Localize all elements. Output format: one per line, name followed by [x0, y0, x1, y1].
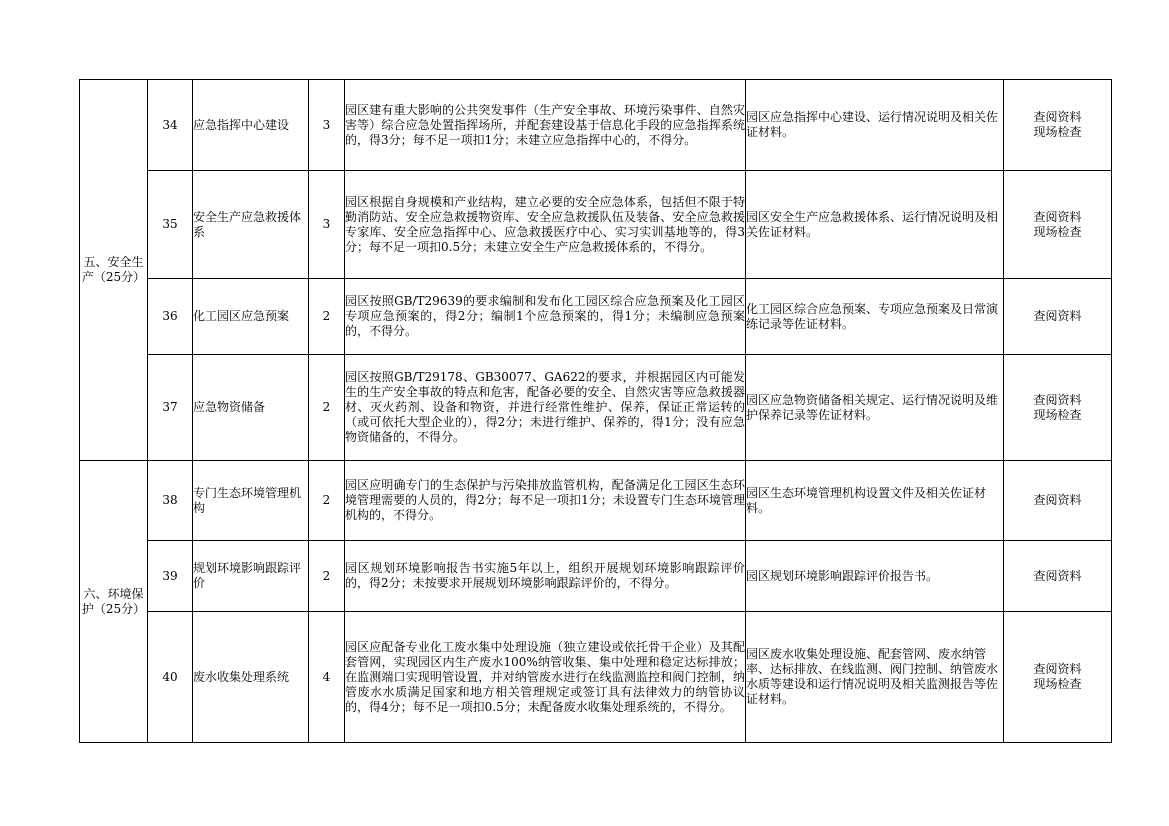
item-number: 39: [148, 541, 193, 612]
item-name: 应急指挥中心建设: [193, 80, 309, 171]
category-cell: 五、安全生产（25分）: [80, 80, 148, 461]
check-method: [1004, 355, 1112, 461]
method-line: 查阅资料: [1033, 209, 1082, 224]
method-line: 查阅资料: [1033, 110, 1082, 124]
scoring-standard: 园区建有重大影响的公共突发事件（生产安全事故、环境污染事件、自然灾害等）综合应急处置指挥场所，并配套建设基于信息化手段的应急指挥系统的，得3分；每不足一项扣1分；未建立应急指挥中心的，不得分。: [345, 80, 746, 171]
assessment-table: [79, 79, 1112, 743]
check-method: [1004, 612, 1112, 743]
evidence-materials: 化工园区综合应急预案、专项应急预案及日常演练记录等佐证材料。: [746, 279, 1004, 355]
item-number: 37: [148, 355, 193, 461]
scoring-standard: 园区应配备专业化工废水集中处理设施（独立建设或依托骨干企业）及其配套管网，实现园区内生产废水100%纳管收集、集中处理和稳定达标排放；在监测端口实现明管设置，并对纳管废水进行在线监测监控和阀门控制，纳管废水水质满足国家和地方相关管理规定或签订具有法律效力的纳管协议的，得4分；每不足一项扣0.5分；未配备废水收集处理系统的，不得分。: [345, 612, 746, 743]
item-name: 规划环境影响跟踪评价: [193, 541, 309, 612]
item-score: 3: [309, 171, 345, 279]
item-score: 2: [309, 541, 345, 612]
item-name: 专门生态环境管理机构: [193, 461, 309, 541]
table-row: [80, 461, 1112, 541]
method-line: 查阅资料: [1033, 392, 1082, 407]
check-method: [1004, 279, 1112, 355]
item-score: 2: [309, 279, 345, 355]
check-method: [1004, 171, 1112, 279]
method-line: 现场检查: [1033, 125, 1082, 139]
method-line: 查阅资料: [1033, 493, 1082, 507]
table-row: [80, 355, 1112, 461]
method-line: 查阅资料: [1033, 662, 1082, 676]
scoring-standard: 园区按照GB/T29178、GB30077、GA622的要求，并根据园区内可能发生的生产安全事故的特点和危害，配备必要的安全、自然灾害等应急救援器材、灭火药剂、设备和物资，并进行经常性维护、保养，保证正常运转的（或可依托大型企业的），得2分；未进行维护、保养的，得1分；没有应急物资储备的，不得分。: [345, 355, 746, 461]
evidence-materials: 园区应急指挥中心建设、运行情况说明及相关佐证材料。: [746, 80, 1004, 171]
method-line: 现场检查: [1033, 677, 1082, 691]
check-method: [1004, 541, 1112, 612]
table-row: [80, 80, 1112, 171]
check-method: [1004, 461, 1112, 541]
scoring-standard: 园区应明确专门的生态保护与污染排放监管机构，配备满足化工园区生态环境管理需要的人员的，得2分；每不足一项扣1分；未设置专门生态环境管理机构的，不得分。: [345, 461, 746, 541]
table-row: [80, 279, 1112, 355]
item-score: 2: [309, 461, 345, 541]
scoring-standard: 园区按照GB/T29639的要求编制和发布化工园区综合应急预案及化工园区专项应急预案的，得2分；编制1个应急预案的，得1分；未编制应急预案的，不得分。: [345, 279, 746, 355]
item-name: 安全生产应急救援体系: [193, 171, 309, 279]
item-score: 4: [309, 612, 345, 743]
scoring-standard: 园区规划环境影响报告书实施5年以上，组织开展规划环境影响跟踪评价的，得2分；未按要求开展规划环境影响跟踪评价的，不得分。: [345, 541, 746, 612]
method-line: 现场检查: [1033, 407, 1082, 422]
item-number: 35: [148, 171, 193, 279]
table-row: [80, 171, 1112, 279]
item-score: 2: [309, 355, 345, 461]
table-row: [80, 612, 1112, 743]
scoring-standard: 园区根据自身规模和产业结构，建立必要的安全应急体系，包括但不限于特勤消防站、安全应急救援物资库、安全应急救援队伍及装备、安全应急救援专家库、安全应急指挥中心、应急救援医疗中心、实习实训基地等的，得3分；每不足一项扣0.5分；未建立安全生产应急救援体系的，不得分。: [345, 171, 746, 279]
method-line: 查阅资料: [1033, 568, 1082, 583]
category-cell: 六、环境保护（25分）: [80, 461, 148, 743]
check-method: [1004, 80, 1112, 171]
item-number: 40: [148, 612, 193, 743]
item-name: 化工园区应急预案: [193, 279, 309, 355]
evidence-materials: 园区生态环境管理机构设置文件及相关佐证材料。: [746, 461, 1004, 541]
method-line: 查阅资料: [1033, 309, 1082, 323]
table-row: [80, 541, 1112, 612]
item-number: 38: [148, 461, 193, 541]
method-line: 现场检查: [1033, 224, 1082, 239]
evidence-materials: 园区应急物资储备相关规定、运行情况说明及维护保养记录等佐证材料。: [746, 355, 1004, 461]
item-number: 36: [148, 279, 193, 355]
item-number: 34: [148, 80, 193, 171]
evidence-materials: 园区规划环境影响跟踪评价报告书。: [746, 541, 1004, 612]
item-name: 应急物资储备: [193, 355, 309, 461]
evidence-materials: 园区废水收集处理设施、配套管网、废水纳管率、达标排放、在线监测、阀门控制、纳管废水水质等建设和运行情况说明及相关监测报告等佐证材料。: [746, 612, 1004, 743]
item-score: 3: [309, 80, 345, 171]
item-name: 废水收集处理系统: [193, 612, 309, 743]
evidence-materials: 园区安全生产应急救援体系、运行情况说明及相关佐证材料。: [746, 171, 1004, 279]
